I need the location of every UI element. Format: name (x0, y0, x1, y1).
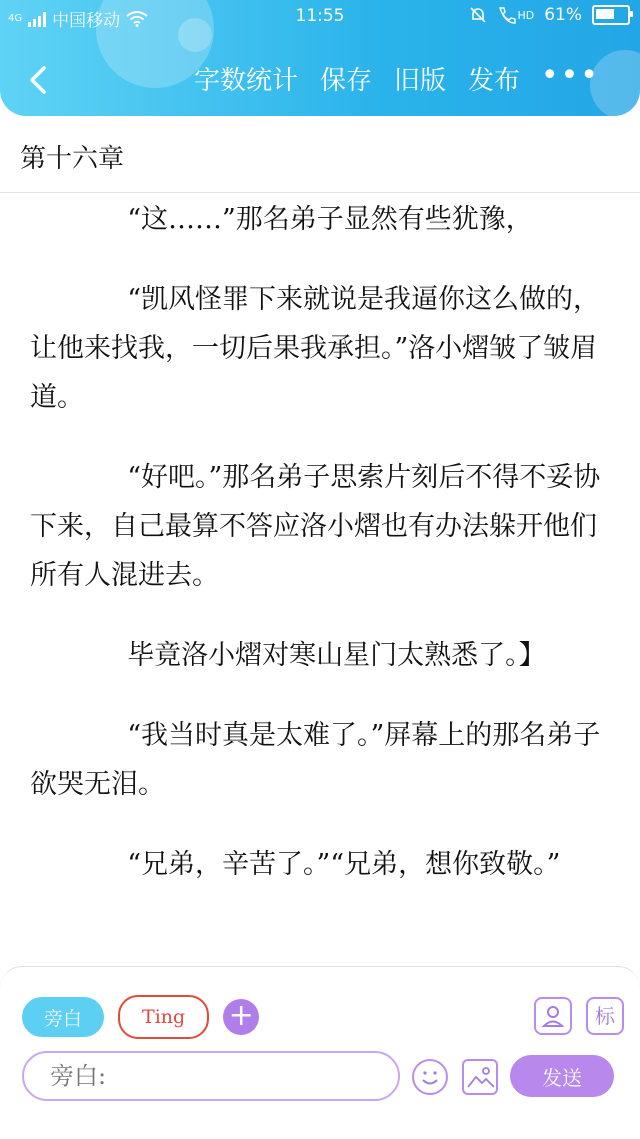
add-role-button[interactable] (223, 999, 259, 1035)
smiley-icon (414, 1061, 446, 1093)
call-hd-icon (497, 6, 517, 24)
emoji-button[interactable] (412, 1059, 448, 1095)
message-input[interactable] (22, 1051, 400, 1101)
image-icon (464, 1061, 496, 1093)
paragraph: “凯风怪罪下来就说是我逼你这么做的，让他来找我，一切后果我承担。”洛小熠皱了皱眉道。 (30, 284, 600, 413)
battery-icon (592, 5, 630, 25)
old-version-button[interactable]: 旧版 (393, 66, 446, 96)
message-input-row (22, 1051, 622, 1105)
status-bar (0, 0, 640, 32)
paragraph: “兄弟，辛苦了。”“兄弟，想你致敬。” (127, 849, 561, 880)
editor-toolbar (0, 52, 640, 108)
send-button[interactable] (510, 1055, 614, 1097)
aside-role-chip[interactable] (22, 997, 104, 1037)
aside-role-label: 旁白 (44, 1007, 83, 1030)
role-chips (22, 995, 259, 1039)
publish-button[interactable]: 发布 (467, 66, 520, 96)
paragraph: “我当时真是太难了。”屏幕上的那名弟子欲哭无泪。 (30, 720, 601, 800)
send-label: 发送 (542, 1065, 582, 1090)
chapter-title[interactable]: 第十六章 (20, 144, 125, 174)
ting-role-label: Ting (142, 1006, 186, 1028)
paragraph: “好吧。”那名弟子思索片刻后不得不妥协下来，自己最算不答应洛小熠也有办法躲开他们所有人混进去。 (30, 462, 601, 591)
more-menu-button[interactable]: ••• (540, 58, 600, 93)
tag-icon: 标 (595, 1004, 615, 1028)
hd-label: HD (517, 8, 535, 22)
tag-button[interactable] (586, 997, 624, 1035)
ting-role-chip[interactable] (118, 995, 209, 1039)
carrier-name: 中国移动 (52, 11, 121, 31)
plus-icon: + (228, 998, 254, 1033)
battery-fill (596, 9, 614, 19)
app-header (0, 0, 640, 116)
paragraph: “这……”那名弟子显然有些犹豫， (127, 204, 533, 235)
input-panel (0, 966, 640, 1139)
image-button[interactable] (462, 1059, 498, 1095)
network-type: 4G (8, 13, 23, 24)
clock: 11:55 (295, 6, 345, 26)
character-icon[interactable] (534, 997, 572, 1035)
paragraph: 毕竟洛小熠对寒山星门太熟悉了。】 (127, 640, 546, 671)
chapter-header (0, 116, 640, 193)
mute-bell-icon (469, 6, 487, 24)
person-icon (536, 999, 570, 1033)
word-count-button[interactable]: 字数统计 (193, 66, 298, 96)
back-arrow-icon[interactable] (20, 60, 60, 100)
story-content[interactable] (30, 195, 610, 955)
toolbar-actions (194, 60, 520, 97)
save-button[interactable]: 保存 (319, 66, 372, 96)
battery-percent: 61% (544, 5, 582, 25)
